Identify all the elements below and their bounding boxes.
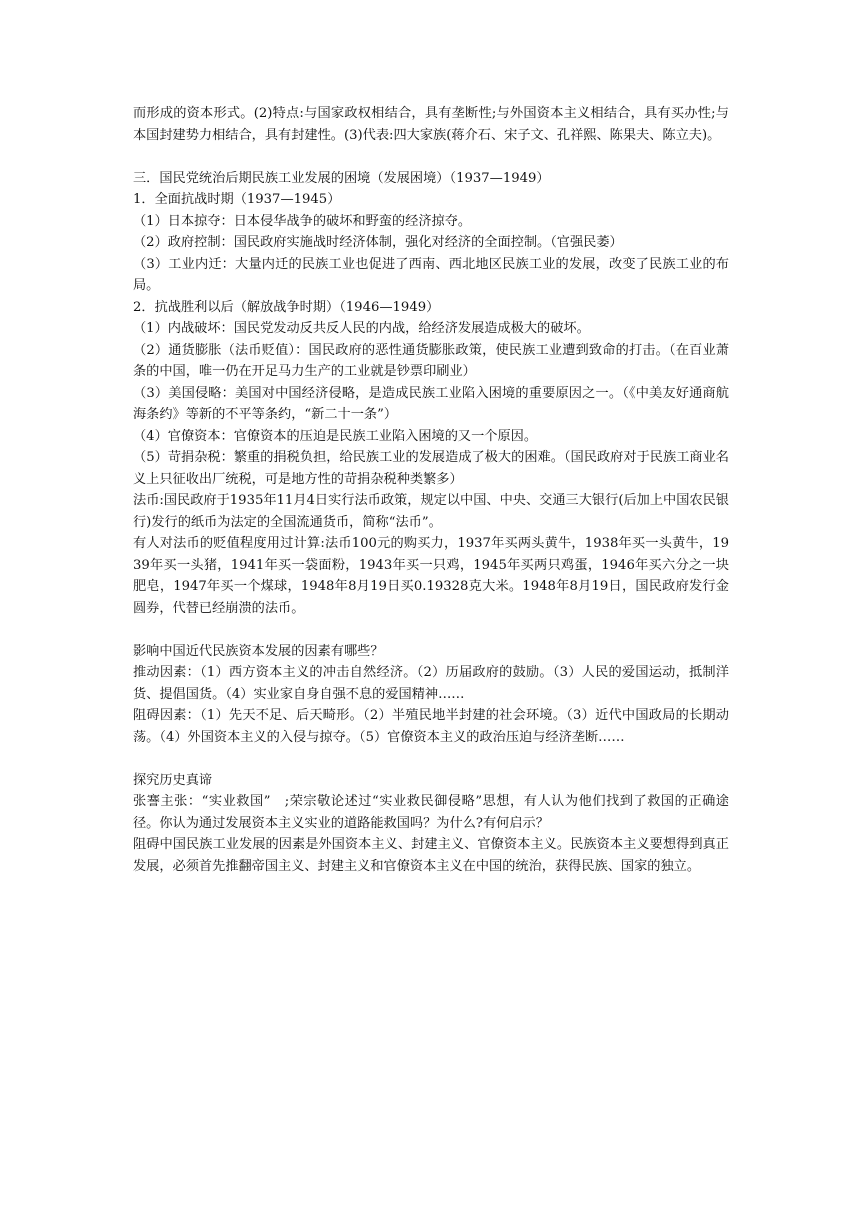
list-item-taxes: （5）苛捐杂税：繁重的捐税负担，给民族工业的发展造成了极大的困难。（国民政府对于民族工商业名义上只征收出厂统税，可是地方性的苛捐杂税种类繁多） (133, 450, 729, 487)
blank-line (133, 748, 729, 770)
paragraph-industry-saves-nation: 张謇主张：“实业救国” ;荣宗敬论述过“实业救民御侵略”思想，有人认为他们找到了救国的正确途径。你认为通过发展资本主义实业的道路能救国吗？为什么?有何启示？ (133, 794, 729, 831)
paragraph-conclusion: 阻碍中国民族工业发展的因素是外国资本主义、封建主义、官僚资本主义。民族资本主义要想得到真正发展，必须首先推翻帝国主义、封建主义和官僚资本主义在中国的统治，获得民族、国家的独立。 (133, 837, 729, 874)
blank-line (133, 619, 729, 641)
section-heading-dilemma: 三．国民党统治后期民族工业发展的困境（发展困境）（1937—1949） (133, 170, 550, 186)
paragraph-promoting-factors: 推动因素：（1）西方资本主义的冲击自然经济。（2）历届政府的鼓励。（3）人民的爱国运动，抵制洋货、提倡国货。（4）实业家自身自强不息的爱国精神…… (133, 665, 729, 702)
paragraph-fabi-devaluation: 有人对法币的贬值程度用过计算:法币100元的购买力，1937年买两头黄牛，1938年买一头黄牛，1939年买一头猪，1941年买一袋面粉，1943年买一只鸡，1945年买两只鸡蛋，1946年买六分之一块肥皂，1947年买一个煤球，1948年8月19日买0.19328克大米。1948年8月19日，国民政府发行金圆券，代替已经崩溃的法币。 (133, 536, 729, 616)
list-item-inflation: （2）通货膨胀（法币贬值）：国民政府的恶性通货膨胀政策，使民族工业遭到致命的打击。（在百业萧条的中国，唯一仍在开足马力生产的工业就是钞票印刷业） (133, 342, 729, 379)
subheading-post-war-period: 2．抗战胜利以后（解放战争时期）（1946—1949） (133, 299, 440, 315)
question-factors: 影响中国近代民族资本发展的因素有哪些？ (133, 643, 384, 659)
list-item-civil-war: （1）内战破坏：国民党发动反共反人民的内战，给经济发展造成极大的破坏。 (133, 321, 590, 336)
paragraph-hindering-factors: 阻碍因素：（1）先天不足、后天畸形。（2）半殖民地半封建的社会环境。（3）近代中国政局的长期动荡。（4）外国资本主义的入侵与掠夺。（5）官僚资本主义的政治压迫与经济垄断…… (133, 708, 729, 745)
paragraph-fabi-definition: 法币:国民政府于1935年11月4日实行法币政策，规定以中国、中央、交通三大银行(后加上中国农民银行)发行的纸币为法定的全国流通货币，简称“法币”。 (133, 493, 729, 530)
heading-explore-history: 探究历史真谛 (133, 772, 213, 788)
list-item-bureaucratic-capital: （4）官僚资本：官僚资本的压迫是民族工业陷入困境的又一个原因。 (133, 428, 538, 444)
paragraph-bureaucratic-capital-definition: 而形成的资本形式。(2)特点:与国家政权相结合，具有垄断性;与外国资本主义相结合，具有买办性;与本国封建势力相结合，具有封建性。(3)代表:四大家族(蒋介石、宋子文、孔祥熙、陈果夫、陈立夫)。 (133, 106, 729, 143)
list-item-government-control: （2）政府控制：国民政府实施战时经济体制，强化对经济的全面控制。（官强民萎） (133, 235, 623, 250)
list-item-us-aggression: （3）美国侵略：美国对中国经济侵略，是造成民族工业陷入困境的重要原因之一。（《中美友好通商航海条约》等新的不平等条约，“新二十一条”） (133, 385, 729, 422)
subheading-war-period: 1．全面抗战时期（1937—1945） (133, 192, 341, 207)
list-item-japan-plunder: （1）日本掠夺：日本侵华战争的破坏和野蛮的经济掠夺。 (133, 213, 472, 229)
document-page (133, 103, 729, 877)
blank-line (133, 146, 729, 168)
list-item-industry-relocation: （3）工业内迁：大量内迁的民族工业也促进了西南、西北地区民族工业的发展，改变了民族工业的布局。 (133, 256, 729, 293)
